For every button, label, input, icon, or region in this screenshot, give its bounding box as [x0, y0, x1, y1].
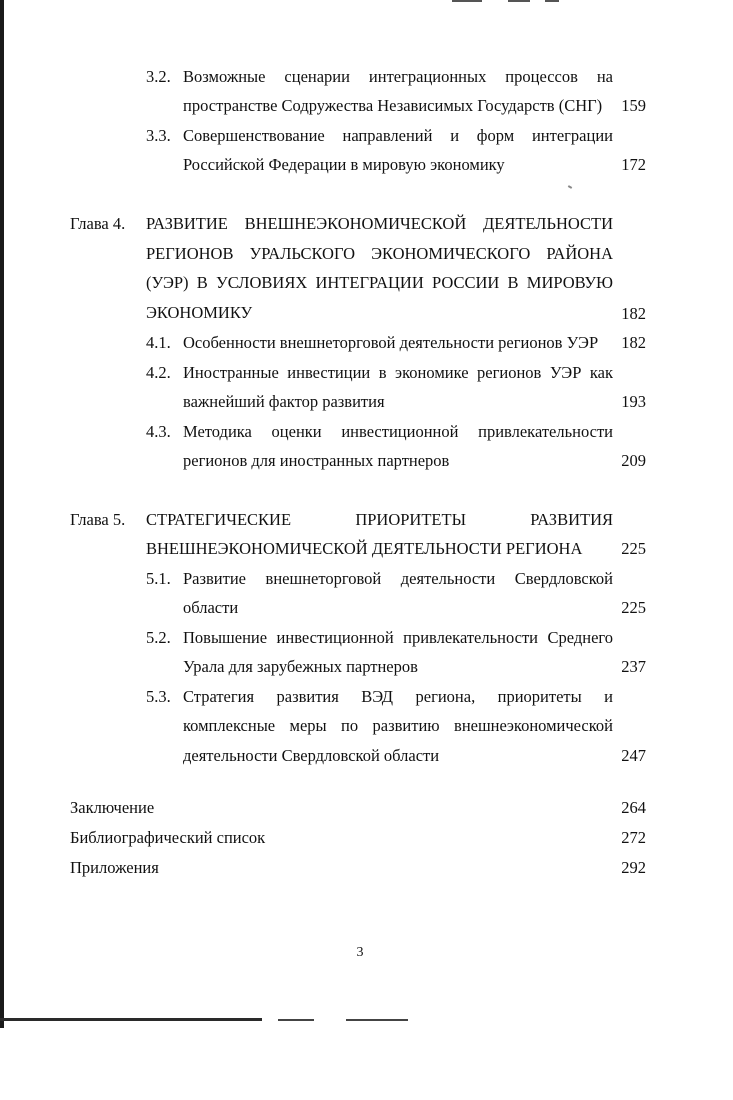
toc-entry-title-line: важнейший фактор развития: [183, 392, 385, 411]
toc-chapter-number: Глава 4.: [70, 214, 126, 233]
toc-entry-title-line: пространстве Содружества Независимых Государств (СНГ): [183, 96, 603, 115]
toc-entry-page: 172: [621, 155, 646, 174]
toc-chapter-page: 225: [621, 539, 646, 558]
toc-chapter-title-line: ЭКОНОМИКУ: [146, 303, 253, 322]
scan-line: [346, 1019, 408, 1021]
toc-entry-title-line: Иностранные инвестиции в экономике регионов УЭР как: [183, 363, 613, 382]
toc-entry-page: 182: [621, 333, 646, 352]
toc-entry-title-line: Совершенствование направлений и форм интеграции: [183, 126, 613, 145]
toc-entry-number: 4.2.: [146, 363, 171, 382]
toc-entry-title-line: Особенности внешнеторговой деятельности регионов УЭР: [183, 333, 599, 352]
page-number: 3: [356, 945, 364, 960]
toc-entry-page: 225: [621, 598, 646, 617]
toc-entry-title-line: Повышение инвестиционной привлекательности Среднего: [183, 628, 613, 647]
toc-entry-page: 264: [621, 798, 646, 817]
toc-chapter-title-line: РЕГИОНОВ УРАЛЬСКОГО ЭКОНОМИЧЕСКОГО РАЙОНА: [146, 244, 613, 263]
toc-entry-number: 3.3.: [146, 126, 171, 145]
toc-chapter-title-line: РАЗВИТИЕ ВНЕШНЕЭКОНОМИЧЕСКОЙ ДЕЯТЕЛЬНОСТИ: [146, 214, 613, 233]
toc-entry-page: 159: [621, 96, 646, 115]
toc-entry-title-line: Приложения: [70, 858, 159, 877]
toc-entry-title-line: деятельности Свердловской области: [183, 746, 440, 765]
toc-entry-page: 237: [621, 657, 646, 676]
toc-entry-page: 292: [621, 858, 646, 877]
toc-entry-number: 5.3.: [146, 687, 171, 706]
toc-entry-title-line: Методика оценки инвестиционной привлекательности: [183, 422, 613, 441]
toc-entry-title-line: Заключение: [70, 798, 155, 817]
toc-entry-title-line: регионов для иностранных партнеров: [183, 451, 450, 470]
toc-entry-title-line: Развитие внешнеторговой деятельности Свердловской: [183, 569, 613, 588]
toc-chapter-title-line: СТРАТЕГИЧЕСКИЕ ПРИОРИТЕТЫ РАЗВИТИЯ: [146, 510, 613, 529]
toc-entry-number: 5.2.: [146, 628, 171, 647]
toc-entry-page: 209: [621, 451, 646, 470]
toc-entry-number: 4.3.: [146, 422, 171, 441]
toc-entry-page: 193: [621, 392, 646, 411]
toc-chapter-title-line: ВНЕШНЕЭКОНОМИЧЕСКОЙ ДЕЯТЕЛЬНОСТИ РЕГИОНА: [146, 539, 583, 558]
toc-chapter-page: 182: [621, 304, 646, 323]
toc-chapter-title-line: (УЭР) В УСЛОВИЯХ ИНТЕГРАЦИИ РОССИИ В МИРОВУЮ: [146, 273, 613, 292]
toc-entry-title-line: области: [183, 598, 239, 617]
toc-entry-title-line: Российской Федерации в мировую экономику: [183, 155, 505, 174]
toc-entry-title-line: Стратегия развития ВЭД региона, приоритеты и: [183, 687, 613, 706]
toc-entry-number: 4.1.: [146, 333, 171, 352]
scan-line: [545, 0, 559, 2]
scan-speck: [568, 185, 572, 189]
toc-entry-title-line: Урала для зарубежных партнеров: [183, 657, 418, 676]
toc-entry-page: 247: [621, 746, 646, 765]
toc-entry-number: 3.2.: [146, 67, 171, 86]
scan-line: [508, 0, 530, 2]
scan-line: [452, 0, 482, 2]
toc-entry-title-line: комплексные меры по развитию внешнеэкономической: [183, 716, 613, 735]
toc-entry-title-line: Библиографический список: [70, 828, 266, 847]
scan-line: [278, 1019, 314, 1021]
toc-entry-number: 5.1.: [146, 569, 171, 588]
toc-entry-page: 272: [621, 828, 646, 847]
scan-line: [0, 1018, 262, 1021]
toc-entry-title-line: Возможные сценарии интеграционных процессов на: [183, 67, 613, 86]
scan-edge: [0, 0, 4, 1028]
toc-chapter-number: Глава 5.: [70, 510, 126, 529]
